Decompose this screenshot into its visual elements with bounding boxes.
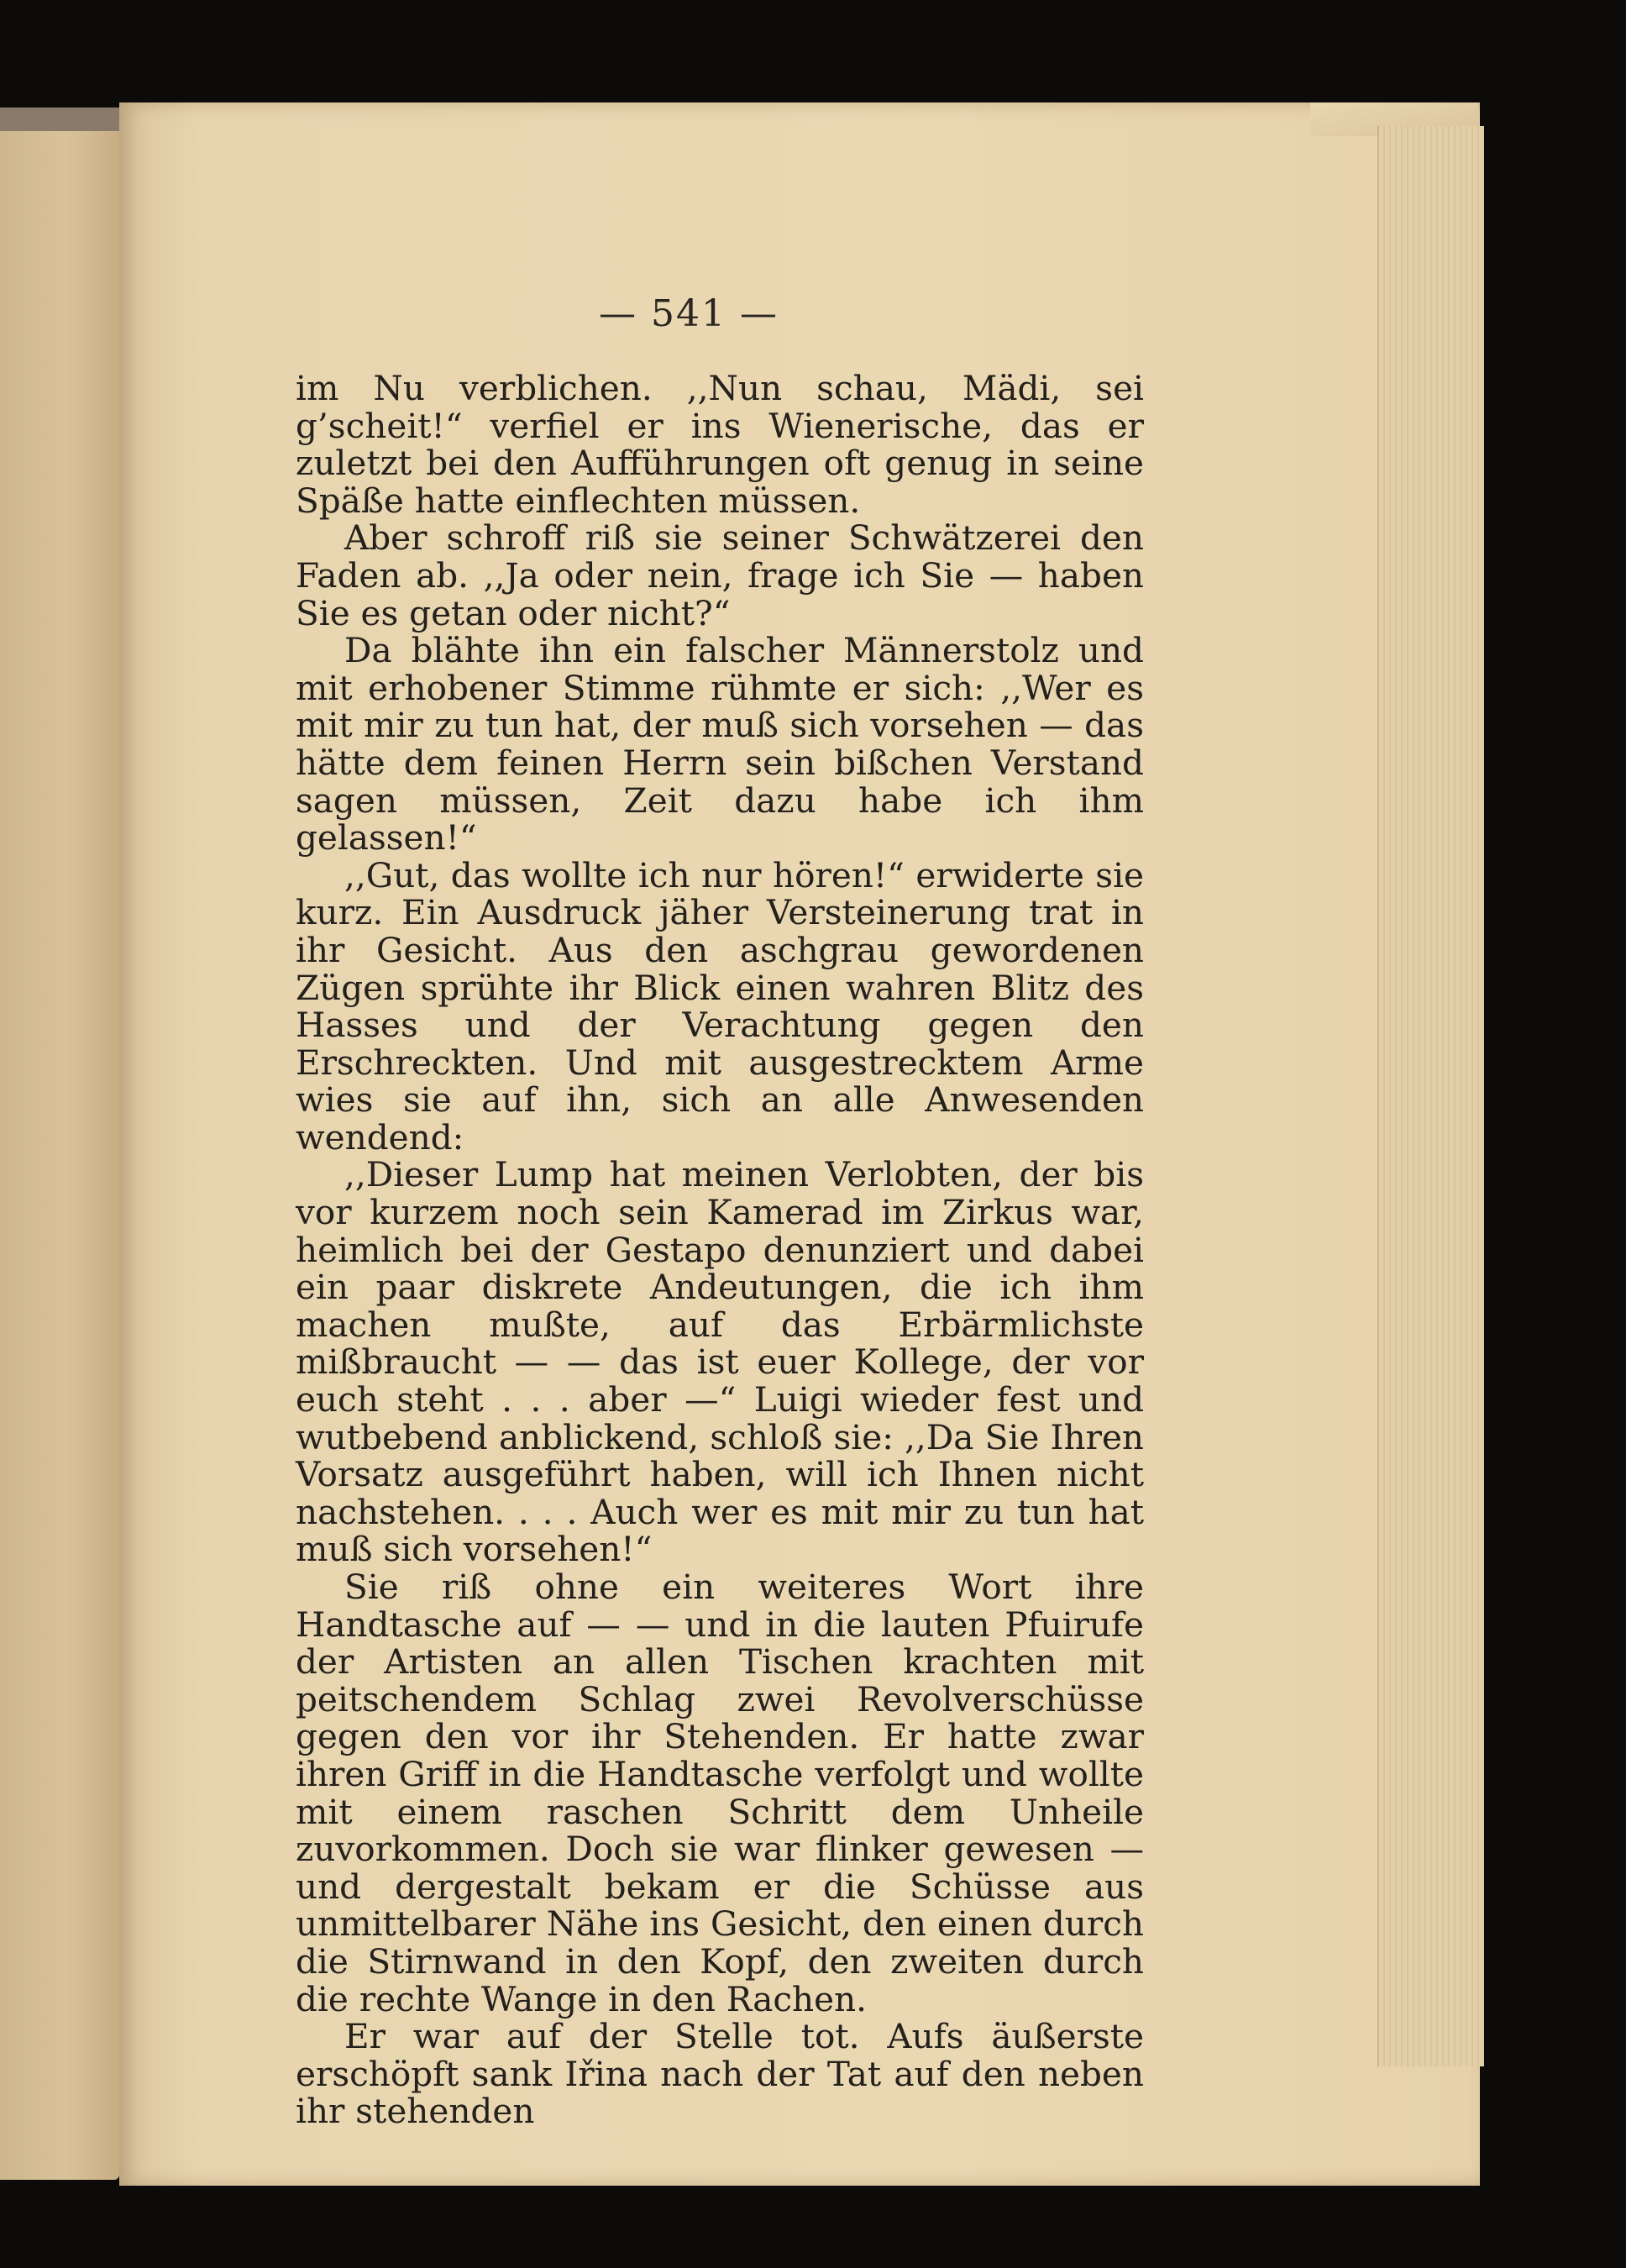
page-stack-edges [1377, 126, 1484, 2066]
paragraph: Sie riß ohne ein weiteres Wort ihre Handtasche auf — — und in die lauten Pfuirufe der Artisten an allen Tischen krachten mit peitschendem Schlag zwei Revolverschüsse gegen den vor ihr Stehenden. Er hatte zwar ihren Griff in die Handtasche verfolgt und wollte mit einem raschen Schritt dem Unheile zuvorkommen. Doch sie war flinker gewesen — und dergestalt bekam er die Schüsse aus unmittelbarer Nähe ins Gesicht, den einen durch die Stirnwand in den Kopf, den zweiten durch die rechte Wange in den Rachen. [296, 1567, 1144, 2019]
book-cover-edge [0, 108, 119, 131]
paragraph: ,,Dieser Lump hat meinen Verlobten, der bis vor kurzem noch sein Kamerad im Zirkus war, heimlich bei der Gestapo denunziert und dabei ein paar diskrete Andeutungen, die ich ihm machen mußte, auf das Erbärmlichste mißbraucht — — das ist euer Kollege, der vor euch steht . . . aber —“ Luigi wieder fest und wutbebend anblickend, schloß sie: ,,Da Sie Ihren Vorsatz ausgeführt haben, will ich Ihnen nicht nachstehen. . . . Auch wer es mit mir zu tun hat muß sich vorsehen!“ [296, 1154, 1144, 1570]
paragraph: Er war auf der Stelle tot. Aufs äußerste erschöpft sank Iřina nach der Tat auf den neben ihr stehenden [296, 2016, 1144, 2132]
left-page-edge [0, 118, 119, 2180]
paragraph: ,,Gut, das wollte ich nur hören!“ erwiderte sie kurz. Ein Ausdruck jäher Versteinerung trat in ihr Gesicht. Aus den aschgrau gewordenen Zügen sprühte ihr Blick einen wahren Blitz des Hasses und der Verachtung gegen den Erschreckten. Und mit ausgestrecktem Arme wies sie auf ihn, sich an alle Anwesenden wendend: [296, 854, 1144, 1158]
page-number: — 541 — [599, 292, 779, 335]
paragraph: Da blähte ihn ein falscher Männerstolz und mit erhobener Stimme rühmte er sich: ,,Wer es mit mir zu tun hat, der muß sich vorsehen — das hätte dem feinen Herrn sein bißchen Verstand sagen müssen, Zeit dazu habe ich ihm gelassen!“ [296, 630, 1144, 858]
paragraph: Aber schroff riß sie seiner Schwätzerei den Faden ab. ,,Ja oder nein, frage ich Sie — haben Sie es getan oder nicht?“ [296, 517, 1144, 633]
paragraph: im Nu verblichen. ,,Nun schau, Mädi, sei g’scheit!“ verfiel er ins Wienerische, das er zuletzt bei den Aufführungen oft genug in seine Späße hatte einflechten müssen. [296, 368, 1144, 521]
body-text [296, 370, 1144, 2130]
